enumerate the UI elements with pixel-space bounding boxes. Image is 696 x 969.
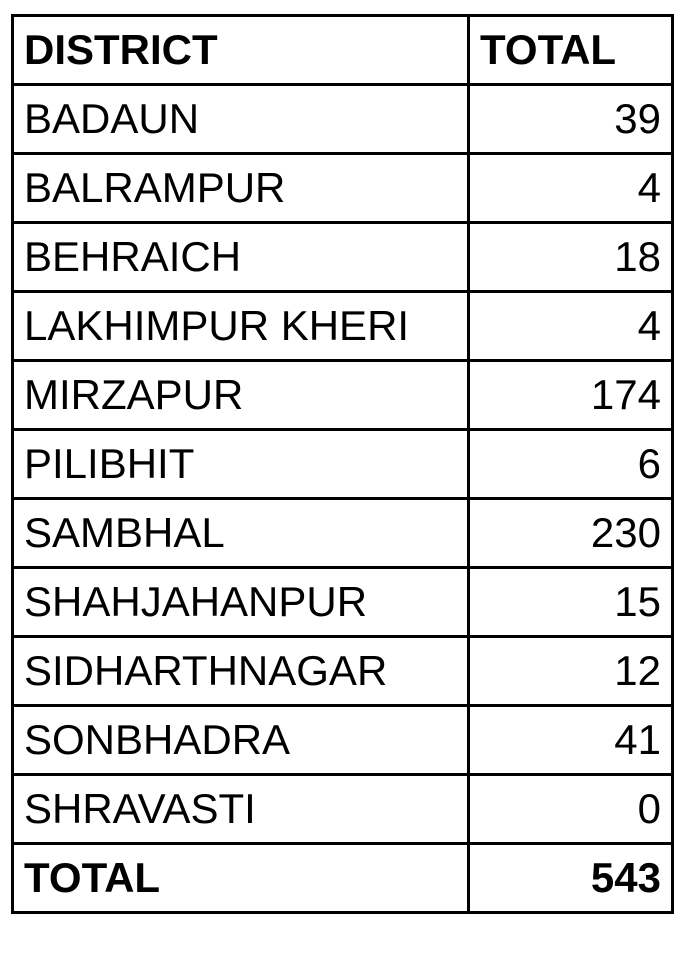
total-cell: 18 — [469, 223, 673, 292]
district-cell: MIRZAPUR — [13, 361, 469, 430]
total-cell: 4 — [469, 292, 673, 361]
total-cell: 0 — [469, 775, 673, 844]
district-cell: SHAHJAHANPUR — [13, 568, 469, 637]
header-row — [13, 16, 673, 85]
district-cell: BADAUN — [13, 85, 469, 154]
table-row — [13, 223, 673, 292]
footer-label: TOTAL — [13, 844, 469, 913]
footer-row — [13, 844, 673, 913]
total-cell: 15 — [469, 568, 673, 637]
district-cell: BEHRAICH — [13, 223, 469, 292]
table-row — [13, 154, 673, 223]
table-row — [13, 706, 673, 775]
header-district: DISTRICT — [13, 16, 469, 85]
district-cell: SHRAVASTI — [13, 775, 469, 844]
footer-total: 543 — [469, 844, 673, 913]
district-cell: SONBHADRA — [13, 706, 469, 775]
district-cell: PILIBHIT — [13, 430, 469, 499]
table-row — [13, 568, 673, 637]
total-cell: 4 — [469, 154, 673, 223]
header-total: TOTAL — [469, 16, 673, 85]
total-cell: 39 — [469, 85, 673, 154]
district-cell: LAKHIMPUR KHERI — [13, 292, 469, 361]
table-row — [13, 292, 673, 361]
district-cell: SIDHARTHNAGAR — [13, 637, 469, 706]
total-cell: 12 — [469, 637, 673, 706]
table-row — [13, 361, 673, 430]
district-totals-table — [11, 14, 674, 914]
table-row — [13, 85, 673, 154]
table-row — [13, 430, 673, 499]
table-row — [13, 499, 673, 568]
district-cell: SAMBHAL — [13, 499, 469, 568]
total-cell: 174 — [469, 361, 673, 430]
total-cell: 230 — [469, 499, 673, 568]
total-cell: 6 — [469, 430, 673, 499]
total-cell: 41 — [469, 706, 673, 775]
table-row — [13, 775, 673, 844]
district-cell: BALRAMPUR — [13, 154, 469, 223]
table-row — [13, 637, 673, 706]
